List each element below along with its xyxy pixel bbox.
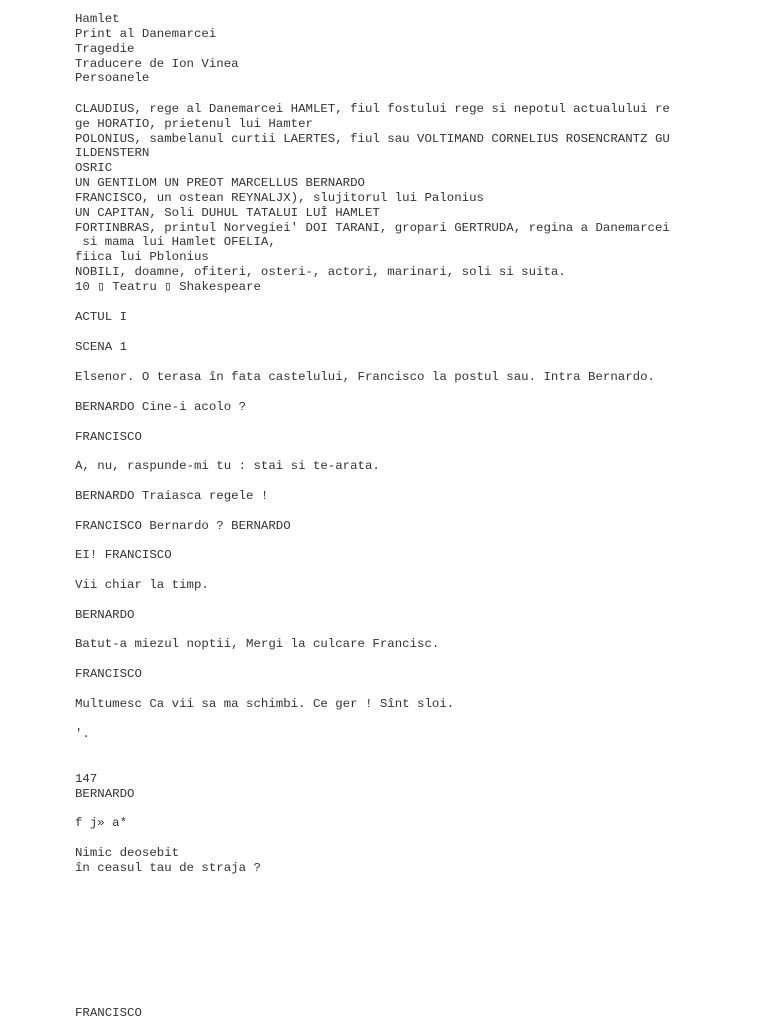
- act-heading: ACTUL I: [75, 310, 128, 324]
- cast-line: UN CAPITAN, Soli DUHUL TATALUI LUÎ HAMLET: [75, 206, 380, 220]
- dialogue-line: FRANCISCO Bernardo ? BERNARDO: [75, 519, 291, 533]
- dialogue-line: în ceasul tau de straja ?: [75, 861, 261, 875]
- dialogue-line: BERNARDO Traiasca regele !: [75, 489, 269, 503]
- dialogue-line: A, nu, raspunde-mi tu : stai si te-arata.: [75, 459, 380, 473]
- cast-line: FORTINBRAS, printul Norvegiei' DOI TARANI, gropari GERTRUDA, regina a Danemarcei: [75, 221, 670, 235]
- cast-line: CLAUDIUS, rege al Danemarcei HAMLET, fiul fostului rege si nepotul actualului re: [75, 102, 670, 116]
- dialogue-line: Vii chiar la timp.: [75, 578, 209, 592]
- cast-line: UN GENTILOM UN PREOT MARCELLUS BERNARDO: [75, 176, 365, 190]
- page-number: 147: [75, 772, 98, 786]
- dialogue-line: EI! FRANCISCO: [75, 548, 172, 562]
- dialogue-line: Multumesc Ca vii sa ma schimbi. Ce ger ! Sînt sloi.: [75, 697, 455, 711]
- translator-line: Traducere de Ion Vinea: [75, 57, 239, 71]
- dialogue-line: BERNARDO Cine-i acolo ?: [75, 400, 247, 414]
- dialogue-line: Batut-a miezul noptii, Mergi la culcare Francisc.: [75, 637, 440, 651]
- running-header: 10 ▯ Teatru ▯ Shakespeare: [75, 280, 261, 294]
- cast-line: ge HORATIO, prietenul lui Hamter: [75, 117, 313, 131]
- dialogue-line: Nimic deosebit: [75, 846, 180, 860]
- genre-line: Tragedie: [75, 42, 135, 56]
- speaker-name: FRANCISCO: [75, 667, 142, 681]
- cast-line: fiica lui Pblonius: [75, 250, 209, 264]
- speaker-name: BERNARDO: [75, 608, 135, 622]
- cast-line: POLONIUS, sambelanul curtii LAERTES, fiul sau VOLTIMAND CORNELIUS ROSENCRANTZ GU: [75, 132, 670, 146]
- scene-heading: SCENA 1: [75, 340, 128, 354]
- cast-heading: Persoanele: [75, 71, 150, 85]
- cast-line: FRANCISCO, un ostean REYNALJX), slujitorul lui Palonius: [75, 191, 484, 205]
- stray-mark: '.: [75, 727, 90, 741]
- speaker-name: BERNARDO: [75, 787, 135, 801]
- subtitle-line: Print al Danemarcei: [75, 27, 217, 41]
- cast-line: ILDENSTERN: [75, 146, 150, 160]
- cast-line: si mama lui Hamlet OFELIA,: [75, 235, 276, 249]
- stage-direction: Elsenor. O terasa în fata castelului, Francisco la postul sau. Intra Bernardo.: [75, 370, 655, 384]
- title-line: Hamlet: [75, 12, 120, 26]
- cast-line: NOBILI, doamne, ofiteri, osteri-, actori, marinari, soli si suita.: [75, 265, 566, 279]
- speaker-name: FRANCISCO: [75, 1006, 142, 1020]
- cast-line: OSRIC: [75, 161, 113, 175]
- ocr-artifact: f j» a*: [75, 816, 128, 830]
- speaker-name: FRANCISCO: [75, 430, 142, 444]
